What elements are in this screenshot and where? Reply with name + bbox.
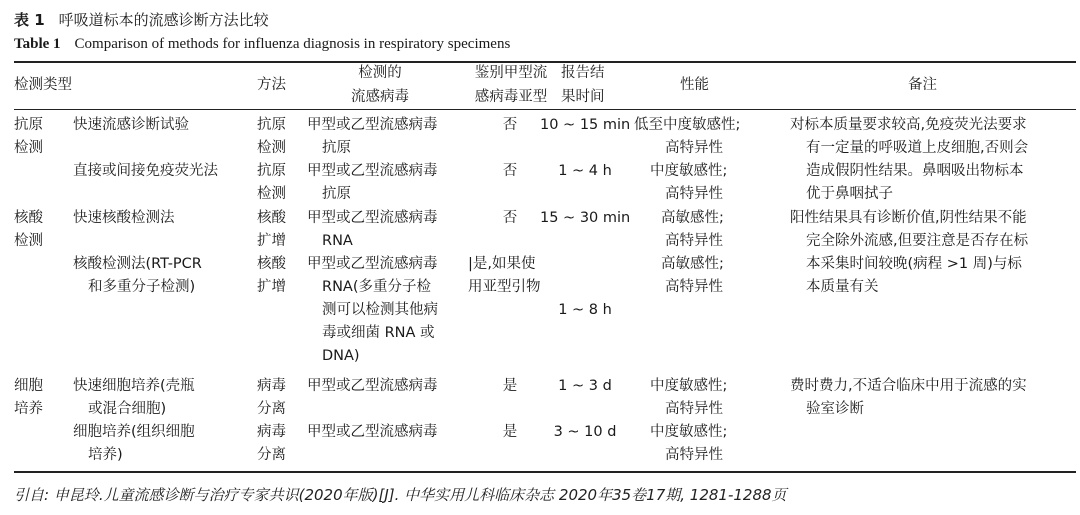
row6-time: 3 ~ 10 d xyxy=(553,424,617,440)
row3-subtype: 否 xyxy=(502,210,518,226)
row4-virus-1: 甲型或乙型流感病毒 xyxy=(307,256,438,272)
table-caption-cn: 呼吸道标本的流感诊断方法比较 xyxy=(58,11,269,29)
row1-method-1: 抗原 xyxy=(257,117,286,133)
row4-method-2: 扩增 xyxy=(257,279,286,295)
row3-note-2: 完全除外流感,但要注意是否存在标 xyxy=(806,233,1029,249)
row1-note-4: 优于鼻咽拭子 xyxy=(806,186,893,202)
group-antigen-2: 检测 xyxy=(14,140,43,156)
group-antigen-1: 抗原 xyxy=(14,117,43,133)
row4-name-2: 和多重分子检测) xyxy=(88,279,196,295)
row2-subtype: 否 xyxy=(502,163,518,179)
row2-perf-2: 高特异性 xyxy=(665,186,723,202)
row3-note-3: 本采集时间较晚(病程 >1 周)与标 xyxy=(806,256,1022,272)
row5-method-2: 分离 xyxy=(257,401,286,417)
row6-name-2: 培养) xyxy=(88,447,123,463)
row1-subtype: 否 xyxy=(502,117,518,133)
header-type: 检测类型 xyxy=(14,77,72,93)
row3-method-2: 扩增 xyxy=(257,233,286,249)
group-culture-1: 细胞 xyxy=(14,378,43,394)
header-time-2: 果时间 xyxy=(561,89,605,105)
row6-subtype: 是 xyxy=(502,424,518,440)
header-method: 方法 xyxy=(257,77,286,93)
row5-name-1: 快速细胞培养(壳瓶 xyxy=(73,378,195,394)
header-note: 备注 xyxy=(908,77,937,93)
row1-name: 快速流感诊断试验 xyxy=(73,117,189,133)
row5-perf-1: 中度敏感性; xyxy=(650,378,728,394)
row5-method-1: 病毒 xyxy=(257,378,286,394)
header-subtype-2: 感病毒亚型 xyxy=(474,89,548,105)
row4-perf-1: 高敏感性; xyxy=(661,256,724,272)
row4-virus-3: 测可以检测其他病 xyxy=(322,302,438,318)
row4-virus-5: DNA) xyxy=(322,348,360,364)
row4-time: 1 ~ 8 h xyxy=(558,302,612,318)
row2-time: 1 ~ 4 h xyxy=(558,163,612,179)
row1-method-2: 检测 xyxy=(257,140,286,156)
row1-time: 10 ~ 15 min xyxy=(540,117,631,133)
row2-method-1: 抗原 xyxy=(257,163,286,179)
group-nucleic-2: 检测 xyxy=(14,233,43,249)
table-caption-en: Comparison of methods for influenza diagnosis in respiratory specimens xyxy=(74,36,511,52)
row2-virus-1: 甲型或乙型流感病毒 xyxy=(307,163,438,179)
row6-virus: 甲型或乙型流感病毒 xyxy=(307,424,438,440)
row1-perf-1: 低至中度敏感性; xyxy=(634,117,741,133)
header-time-1: 报告结 xyxy=(561,65,605,81)
row2-virus-2: 抗原 xyxy=(322,186,351,202)
row5-subtype: 是 xyxy=(502,378,518,394)
row5-name-2: 或混合细胞) xyxy=(88,401,167,417)
row2-method-2: 检测 xyxy=(257,186,286,202)
header-subtype-1: 鉴别甲型流 xyxy=(474,65,548,81)
row1-note-1: 对标本质量要求较高,免疫荧光法要求 xyxy=(790,117,1027,133)
citation: 引自: 申昆玲.儿童流感诊断与治疗专家共识(2020年版)[J]. 中华实用儿科临床杂志 2020年35卷17期, 1281-1288页 xyxy=(14,486,787,504)
row5-note-2: 验室诊断 xyxy=(806,401,864,417)
row3-note-1: 阳性结果具有诊断价值,阴性结果不能 xyxy=(790,210,1027,226)
row1-virus-2: 抗原 xyxy=(322,140,351,156)
row4-subtype-2: 用亚型引物 xyxy=(468,279,541,295)
row3-perf-2: 高特异性 xyxy=(665,233,723,249)
row3-virus-2: RNA xyxy=(322,233,353,249)
row4-virus-2: RNA(多重分子检 xyxy=(322,279,431,295)
table-title-cn xyxy=(14,9,269,30)
group-nucleic-1: 核酸 xyxy=(14,210,43,226)
row2-perf-1: 中度敏感性; xyxy=(650,163,728,179)
row1-perf-2: 高特异性 xyxy=(665,140,723,156)
group-culture-2: 培养 xyxy=(14,401,43,417)
table-label-cn: 表 1 xyxy=(14,11,45,29)
row6-perf-1: 中度敏感性; xyxy=(650,424,728,440)
row3-time: 15 ~ 30 min xyxy=(540,210,631,226)
row4-perf-2: 高特异性 xyxy=(665,279,723,295)
row5-perf-2: 高特异性 xyxy=(665,401,723,417)
table-label-en: Table 1 xyxy=(14,36,61,52)
row3-name: 快速核酸检测法 xyxy=(73,210,175,226)
row5-note-1: 费时费力,不适合临床中用于流感的实 xyxy=(790,378,1027,394)
header-performance: 性能 xyxy=(680,77,709,93)
table-title-en xyxy=(14,36,510,53)
row3-virus-1: 甲型或乙型流感病毒 xyxy=(307,210,438,226)
bottom-rule xyxy=(14,471,1076,473)
row6-method-1: 病毒 xyxy=(257,424,286,440)
row1-note-2: 有一定量的呼吸道上皮细胞,否则会 xyxy=(806,140,1029,156)
row4-method-1: 核酸 xyxy=(257,256,286,272)
row4-name-1: 核酸检测法(RT-PCR xyxy=(73,256,202,272)
row5-time: 1 ~ 3 d xyxy=(558,378,612,394)
row2-name: 直接或间接免疫荧光法 xyxy=(73,163,218,179)
row6-name-1: 细胞培养(组织细胞 xyxy=(73,424,195,440)
row6-perf-2: 高特异性 xyxy=(665,447,723,463)
row5-virus: 甲型或乙型流感病毒 xyxy=(307,378,438,394)
row6-method-2: 分离 xyxy=(257,447,286,463)
header-virus-1: 检测的 xyxy=(358,65,402,81)
row1-virus-1: 甲型或乙型流感病毒 xyxy=(307,117,438,133)
row4-subtype-1: |是,如果使 xyxy=(468,256,536,272)
row1-note-3: 造成假阴性结果。鼻咽吸出物标本 xyxy=(806,163,1024,179)
header-rule xyxy=(14,109,1076,110)
row3-method-1: 核酸 xyxy=(257,210,286,226)
row3-note-4: 本质量有关 xyxy=(806,279,879,295)
header-virus-2: 流感病毒 xyxy=(351,89,409,105)
row3-perf-1: 高敏感性; xyxy=(661,210,724,226)
row4-virus-4: 毒或细菌 RNA 或 xyxy=(322,325,435,341)
